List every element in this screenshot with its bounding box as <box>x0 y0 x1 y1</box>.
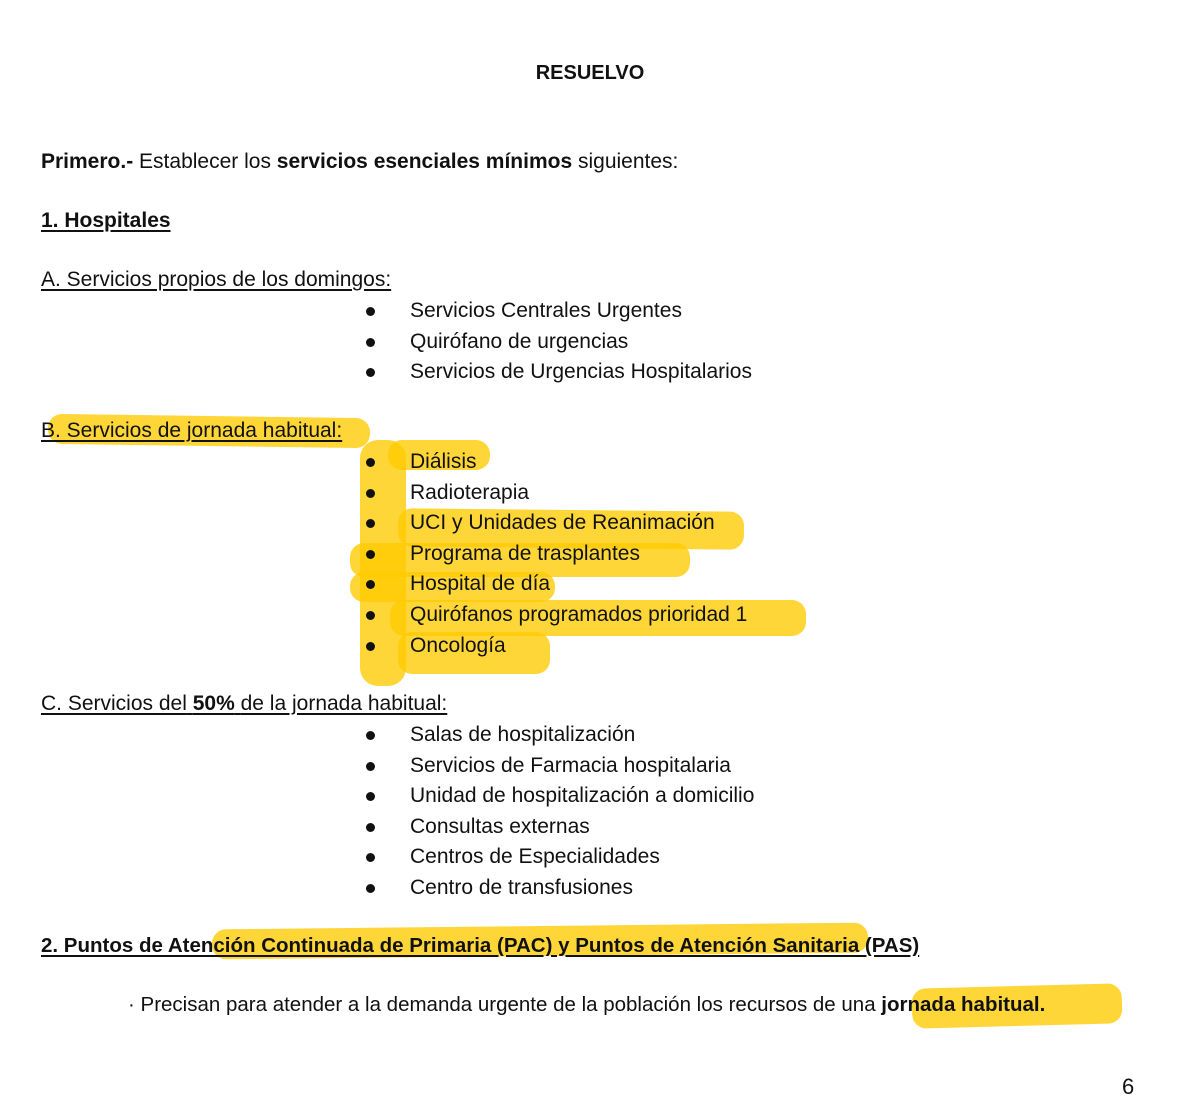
list-item <box>362 842 754 873</box>
bullet-icon <box>366 884 375 893</box>
section-a-heading-text: A. Servicios propios de los domingos: <box>41 268 392 291</box>
bullet-icon <box>366 731 375 740</box>
section2-heading-text: 2. Puntos de Atención Continuada de Primaria (PAC) y Puntos de Atención Sanitaria (PAS) <box>41 934 920 957</box>
list-item <box>362 357 752 388</box>
section-c-heading-a: C. Servicios del <box>41 692 187 715</box>
bullet-icon <box>366 550 375 559</box>
list-item-text: Radioterapia <box>410 480 530 504</box>
primero-text-a: Establecer los <box>139 150 271 173</box>
bullet-icon <box>366 853 375 862</box>
list-item <box>362 873 754 904</box>
list-item-text: UCI y Unidades de Reanimación <box>410 511 715 535</box>
list-item <box>362 447 747 478</box>
primero-text-b: siguientes: <box>577 150 679 173</box>
list-item-text: Salas de hospitalización <box>410 723 636 746</box>
list-item <box>362 781 754 812</box>
list-item-text: Servicios de Farmacia hospitalaria <box>410 753 731 777</box>
list-item <box>362 569 747 600</box>
list-item <box>362 296 752 327</box>
bullet-icon <box>366 823 375 832</box>
bullet-icon <box>366 458 375 467</box>
section-c-heading <box>41 692 447 716</box>
section-a-list <box>362 296 752 388</box>
list-item-text: Unidad de hospitalización a domicilio <box>410 784 755 808</box>
bullet-icon <box>366 307 375 316</box>
primero-label: Primero.- <box>41 150 134 173</box>
section2-heading <box>41 934 919 958</box>
list-item-text: Oncología <box>410 633 506 657</box>
section2-bold: jornada habitual. <box>881 993 1046 1016</box>
list-item-text: Servicios de Urgencias Hospitalarios <box>410 360 752 384</box>
section-c-heading-b: de la jornada habitual: <box>240 692 448 715</box>
list-item <box>362 812 754 843</box>
section-a-heading <box>41 268 391 292</box>
list-item-text: Servicios Centrales Urgentes <box>410 299 682 322</box>
list-item-text: Quirófano de urgencias <box>410 329 629 353</box>
bullet-icon <box>366 642 375 651</box>
bullet-icon <box>366 762 375 771</box>
primero-bold: servicios esenciales mínimos <box>276 150 573 173</box>
list-item-text: Diálisis <box>410 450 477 473</box>
list-item-text: Consultas externas <box>410 814 590 838</box>
list-item <box>362 327 752 358</box>
list-item <box>362 508 747 539</box>
page-number: 6 <box>1122 1074 1135 1099</box>
bullet-icon <box>366 580 375 589</box>
section-c-list <box>362 720 754 904</box>
list-item-text: Centros de Especialidades <box>410 845 660 869</box>
section2-text: · Precisan para atender a la demanda urgente de la población los recursos de una <box>128 993 876 1016</box>
list-item-text: Centro de transfusiones <box>410 875 633 899</box>
section1-heading-text: 1. Hospitales <box>41 209 171 232</box>
section-b-list <box>362 447 747 661</box>
list-item <box>362 720 754 751</box>
section1-heading <box>41 209 171 233</box>
bullet-icon <box>366 611 375 620</box>
section2-paragraph <box>128 993 1045 1017</box>
bullet-icon <box>366 519 375 528</box>
section-b-heading-text: B. Servicios de jornada habitual: <box>41 419 343 442</box>
resolution-title: RESUELVO <box>535 62 645 84</box>
section-b-heading <box>41 419 342 443</box>
bullet-icon <box>366 792 375 801</box>
list-item-text: Hospital de día <box>410 572 551 596</box>
bullet-icon <box>366 368 375 377</box>
primero-paragraph <box>41 150 678 174</box>
bullet-icon <box>366 338 375 347</box>
list-item-text: Quirófanos programados prioridad 1 <box>410 602 748 626</box>
list-item <box>362 478 747 509</box>
list-item <box>362 631 747 662</box>
list-item <box>362 751 754 782</box>
list-item <box>362 600 747 631</box>
section-c-heading-bold: 50% <box>192 692 235 715</box>
list-item <box>362 539 747 570</box>
list-item-text: Programa de trasplantes <box>410 541 640 565</box>
bullet-icon <box>366 489 375 498</box>
